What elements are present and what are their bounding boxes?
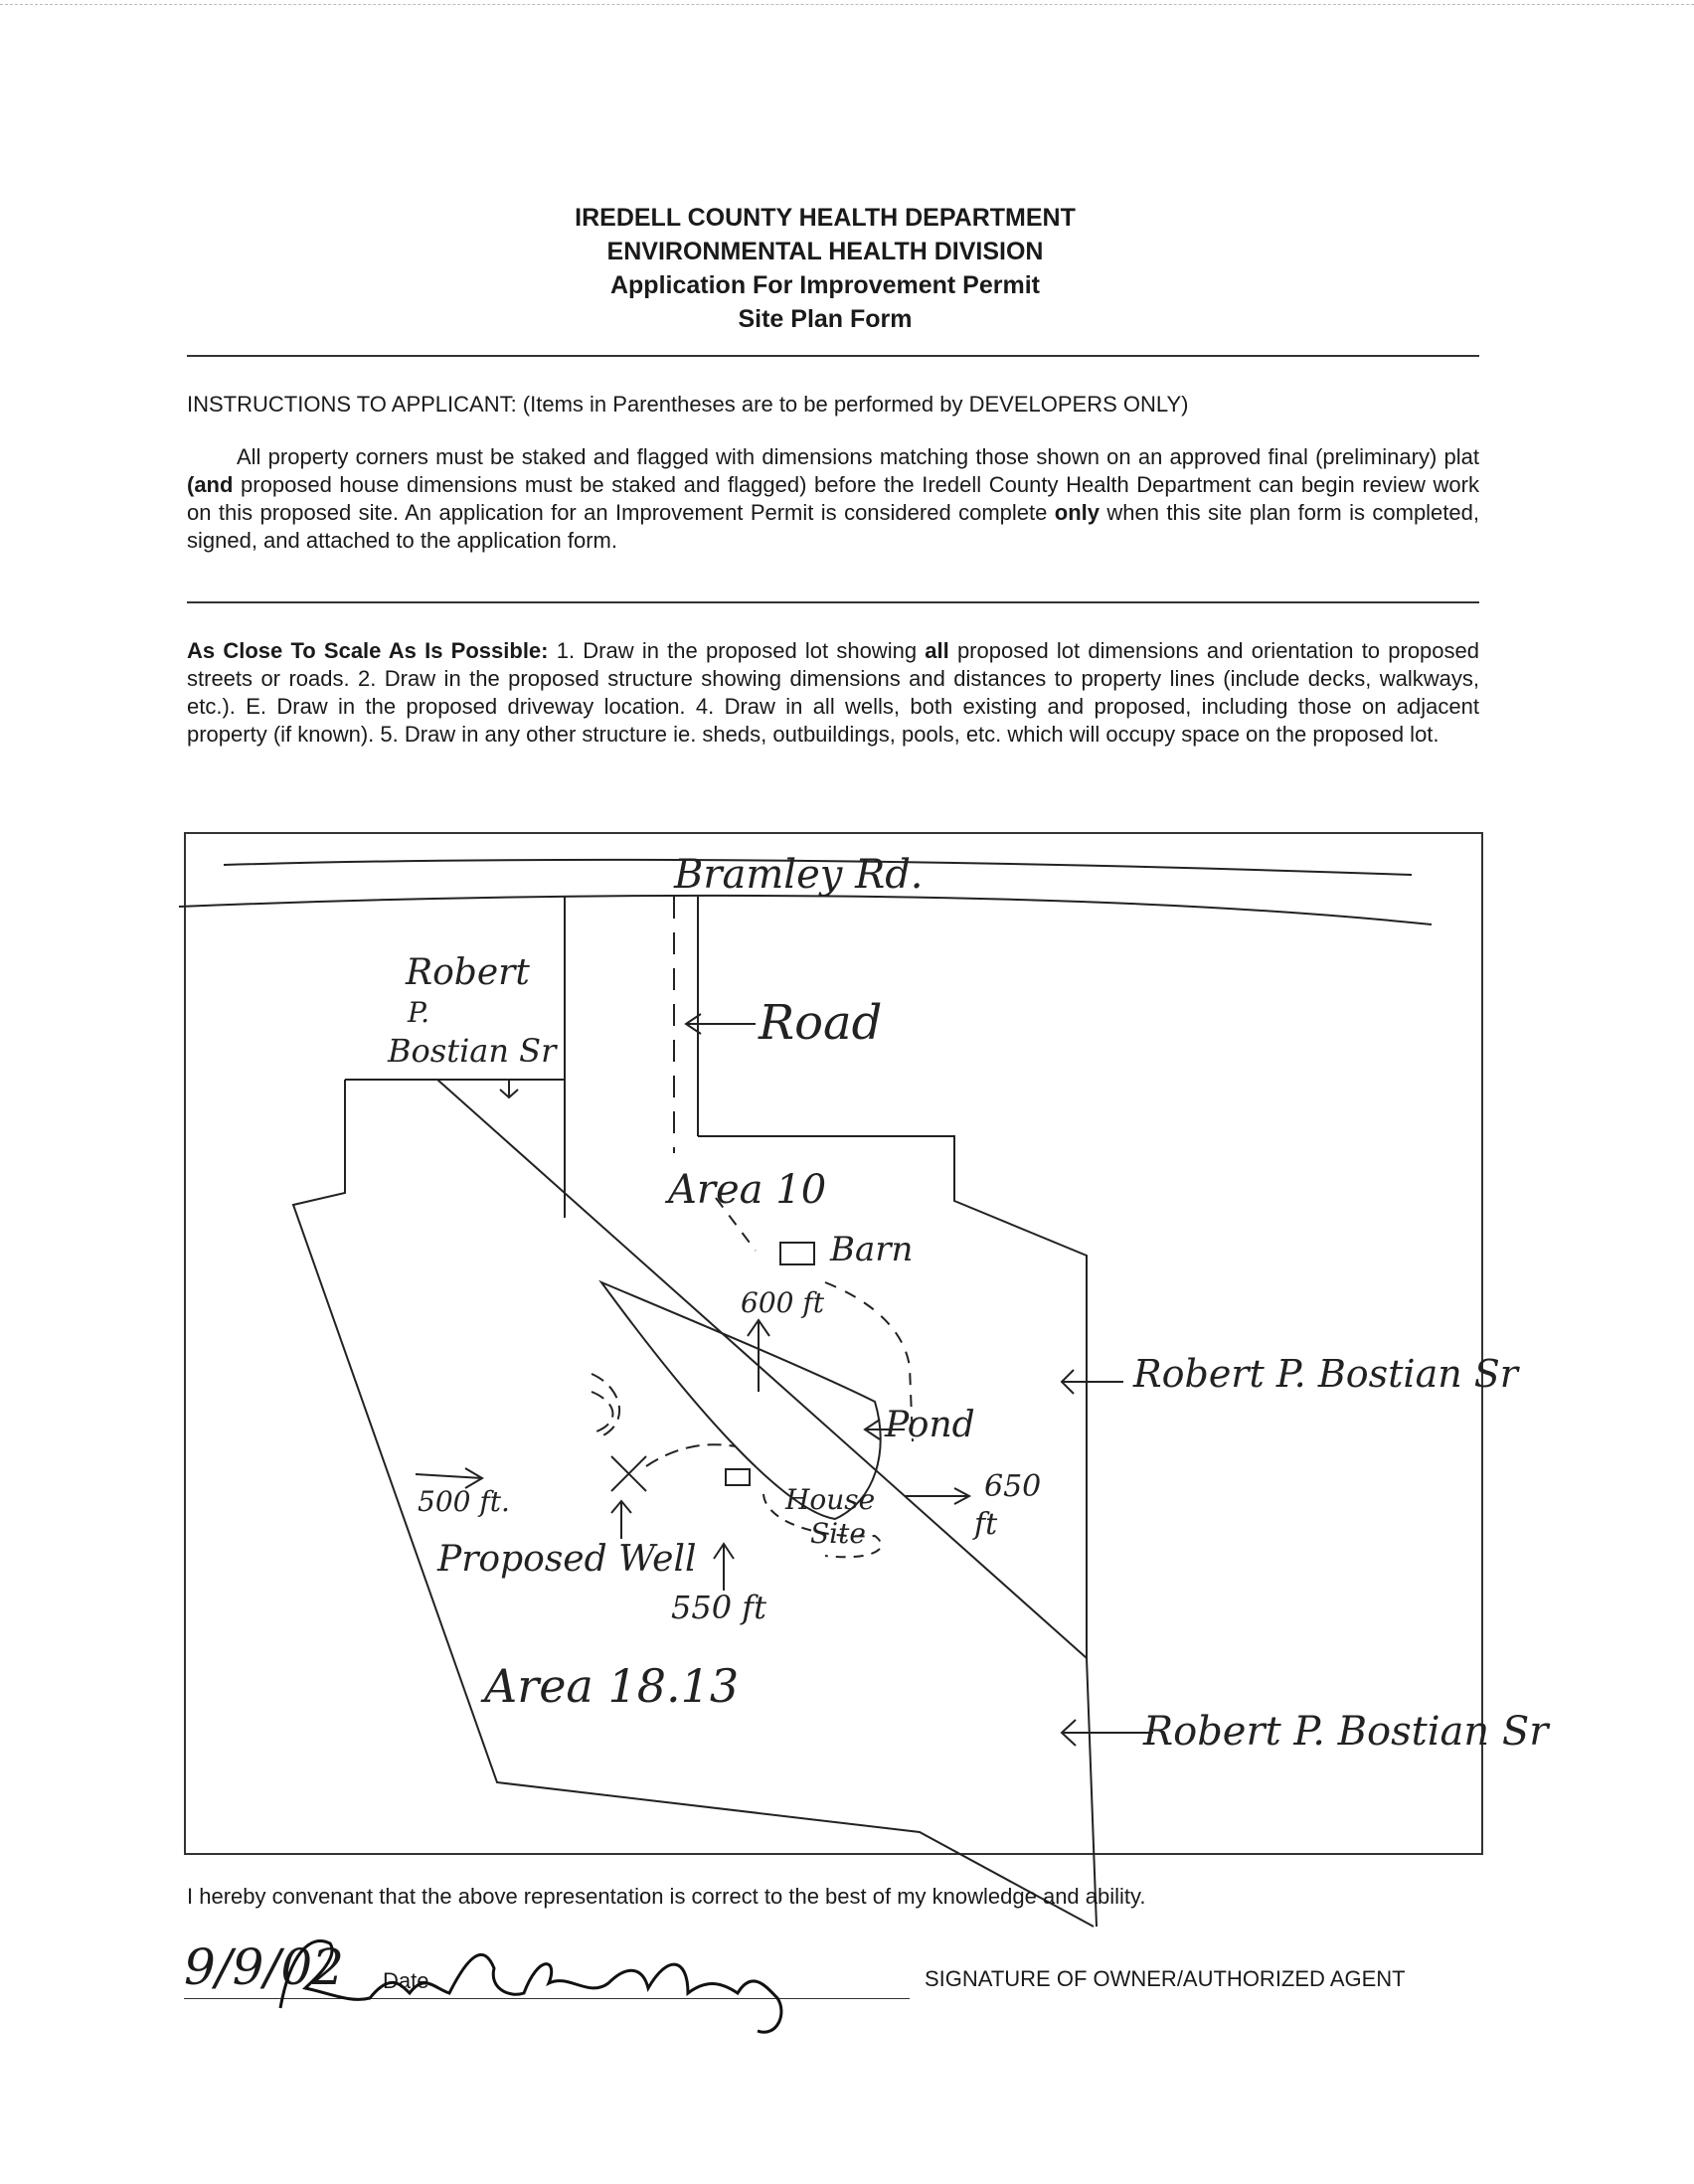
p1-text-c: when this site plan form is completed, signed, and attached to the application form. xyxy=(187,500,1479,553)
p1-and: (and xyxy=(187,472,234,497)
distance-500-label: 500 ft. xyxy=(418,1485,510,1518)
p2-text-b: proposed lot dimensions and orientation to proposed streets or roads. 2. Draw in the proposed structure showing dimensions and distances to property lines (include decks, walkways, etc.). E. Draw in the proposed driveway location. 4. Draw in all wells, both existing and proposed, including those on adjacent property (if known). 5. Draw in any other structure ie. sheds, outbuildings, pools, etc. which will occupy space on the proposed lot. xyxy=(187,638,1479,747)
p2-all: all xyxy=(925,638,949,663)
road-name-label: Bramley Rd. xyxy=(674,852,924,898)
p1-text-a: All property corners must be staked and flagged with dimensions matching those shown on an approved final (preliminary) plat xyxy=(237,444,1479,469)
date-label: Date xyxy=(383,1968,429,1993)
area-10-label: Area 10 xyxy=(668,1167,827,1213)
house-site-label-1: House xyxy=(785,1483,876,1516)
owner-nw-line1: Robert xyxy=(406,952,530,993)
house-site-label-2: Site xyxy=(810,1517,866,1550)
road-arrow-label: Road xyxy=(759,995,883,1051)
pond-label: Pond xyxy=(885,1405,975,1445)
instructions-paragraph xyxy=(187,443,1479,555)
form-header xyxy=(0,201,1650,336)
barn-label: Barn xyxy=(830,1230,914,1269)
p1-only: only xyxy=(1054,500,1101,525)
divider-top xyxy=(187,355,1479,357)
divider-middle xyxy=(187,601,1479,603)
distance-650-label-1: 650 xyxy=(984,1469,1042,1504)
scan-edge-line xyxy=(0,4,1694,5)
header-department: IREDELL COUNTY HEALTH DEPARTMENT xyxy=(575,204,1076,232)
header-division: ENVIRONMENTAL HEALTH DIVISION xyxy=(606,238,1044,265)
area-1813-label: Area 18.13 xyxy=(484,1659,740,1713)
owner-nw-line2: P. xyxy=(408,996,430,1029)
certification-statement: I hereby convenant that the above representation is correct to the best of my knowledge and ability. xyxy=(187,1884,1146,1909)
owner-east-2: Robert P. Bostian Sr xyxy=(1143,1709,1549,1755)
site-plan-box xyxy=(184,832,1483,1855)
owner-nw-line3: Bostian Sr xyxy=(388,1032,557,1070)
instructions-heading: INSTRUCTIONS TO APPLICANT: (Items in Parentheses are to be performed by DEVELOPERS ONLY) xyxy=(187,392,1189,417)
owner-east-1: Robert P. Bostian Sr xyxy=(1133,1352,1518,1396)
proposed-well-label: Proposed Well xyxy=(437,1539,697,1580)
p1-text-b: proposed house dimensions must be staked and flagged) before the Iredell County Health Department can begin review work on this proposed site. An application for an Improvement Permit is considered complete xyxy=(187,472,1479,525)
distance-600-label: 600 ft xyxy=(741,1286,824,1319)
p2-text-a: 1. Draw in the proposed lot showing xyxy=(548,638,926,663)
p2-bold: As Close To Scale As Is Possible: xyxy=(187,638,549,663)
date-value: 9/9/02 xyxy=(184,1938,344,1996)
scale-instructions xyxy=(187,637,1479,749)
distance-650-label-2: ft xyxy=(974,1507,998,1542)
header-application: Application For Improvement Permit xyxy=(609,271,1040,299)
handwritten-signature xyxy=(251,1914,887,2043)
distance-550-label: 550 ft xyxy=(671,1589,766,1626)
header-form-title: Site Plan Form xyxy=(738,305,913,333)
signature-label: SIGNATURE OF OWNER/AUTHORIZED AGENT xyxy=(925,1966,1406,1991)
